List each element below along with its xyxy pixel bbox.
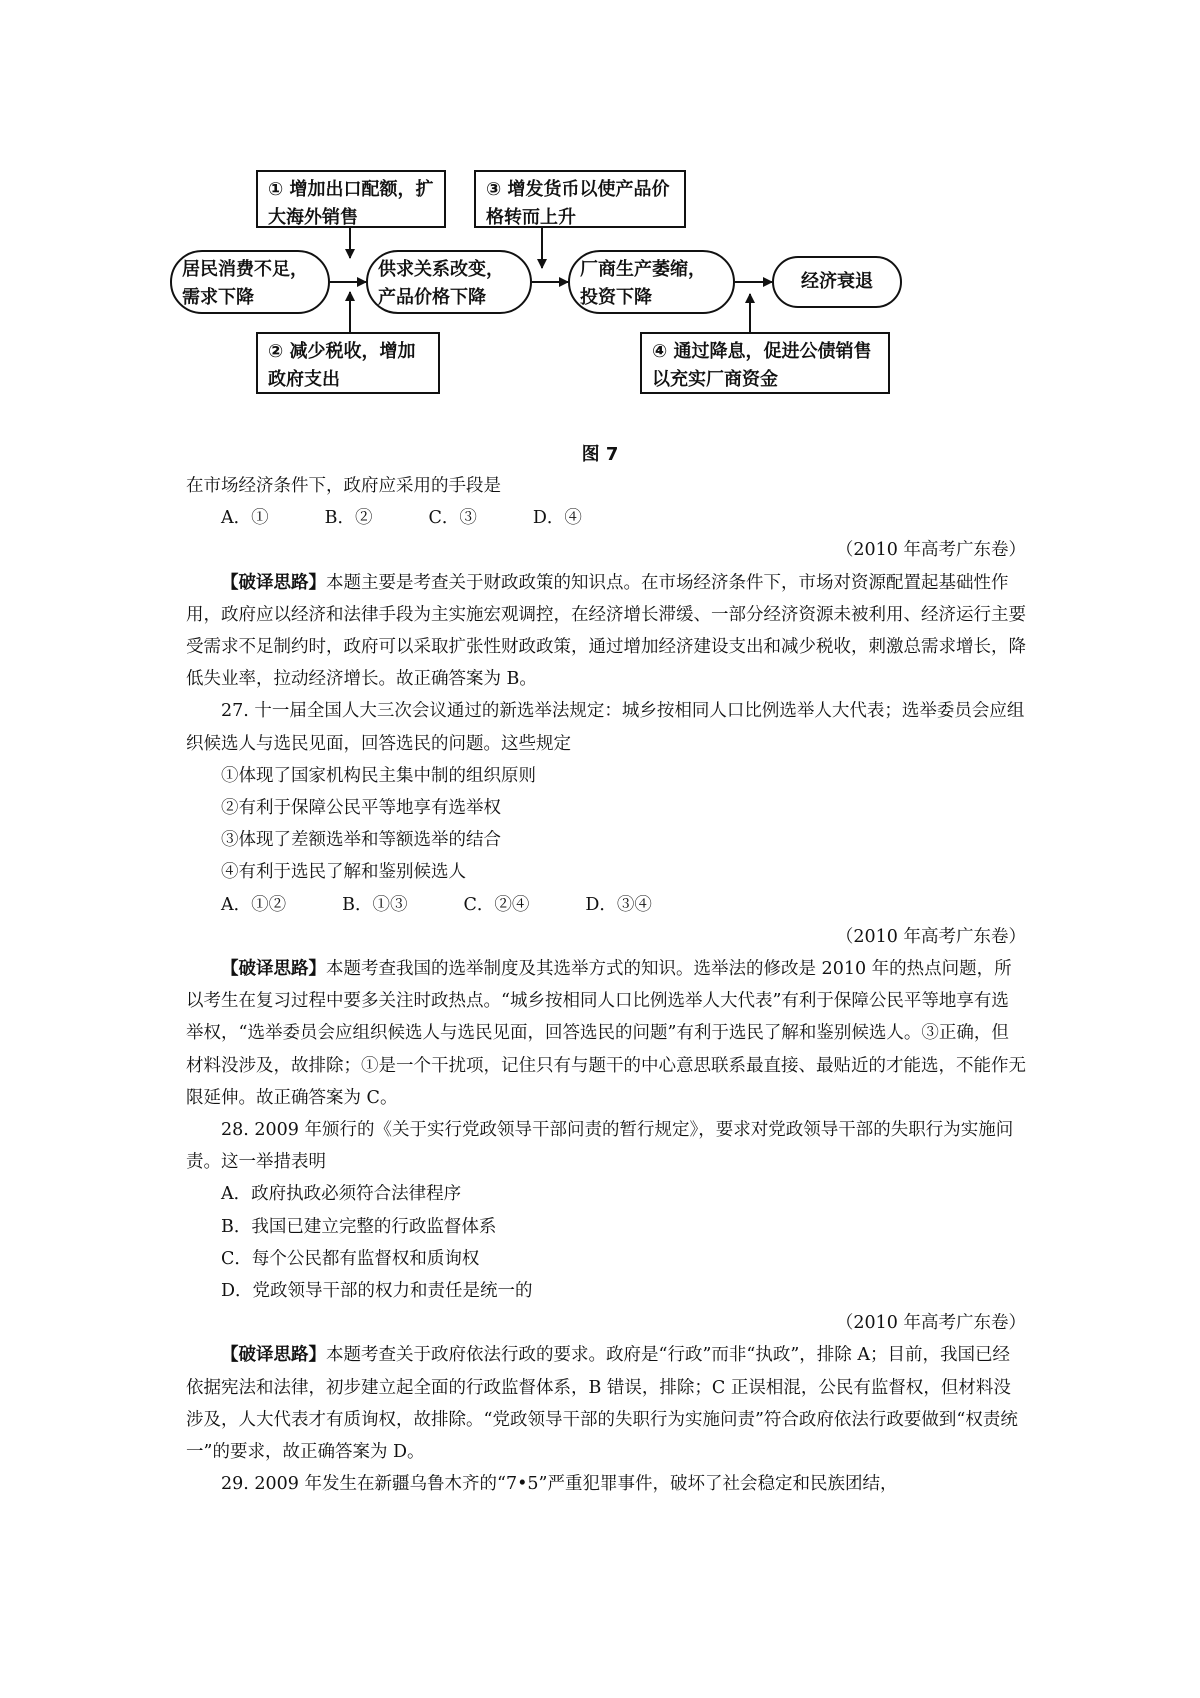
flow-node-2: 供求关系改变，产品价格下降: [366, 250, 532, 314]
q27-item: ①体现了国家机构民主集中制的组织原则: [221, 765, 536, 786]
q28-option-c: C．每个公民都有监督权和质询权: [221, 1248, 480, 1269]
economic-flow-diagram: [170, 170, 1010, 430]
flow-node-3: 厂商生产萎缩，投资下降: [568, 250, 735, 314]
q27-item: ④有利于选民了解和鉴别候选人: [221, 862, 466, 883]
q27-source: （2010 年高考广东卷）: [835, 926, 1026, 947]
analysis-body: 本题主要是考查关于财政政策的知识点。在市场经济条件下，市场对资源配置起基础性作用，政府应以经济和法律手段为主实施宏观调控，在经济增长滞缓、一部分经济资源未被利用、经济运行主要受需求不足制约时，政府可以采取扩张性财政政策，通过增加经济建设支出和减少税收，刺激总需求增长，降低失业率，拉动经济增长。故正确答案为 B。: [186, 572, 1026, 690]
q28-analysis: [186, 1339, 1026, 1468]
analysis-body: 本题考查我国的选举制度及其选举方式的知识。选举法的修改是 2010 年的热点问题，所以考生在复习过程中要多关注时政热点。“城乡按相同人口比例选举人大代表”有利于保障公民平等地享有选举权，“选举委员会应组织候选人与选民见面，回答选民的问题”有利于选民了解和鉴别候选人。③正确，但材料没涉及，故排除；①是一个干扰项，记住只有与题干的中心意思联系最直接、最贴近的才能选，不能作无限延伸。故正确答案为 C。: [186, 959, 1026, 1108]
q26-stem: 在市场经济条件下，政府应采用的手段是: [186, 476, 501, 496]
q27-stem: 27. 十一届全国人大三次会议通过的新选举法规定：城乡按相同人口比例选举人大代表；选举委员会应组织候选人与选民见面，回答选民的问题。这些规定: [186, 701, 1025, 754]
analysis-label: 【破译思路】: [221, 572, 326, 593]
q27-option-c: C．②④: [463, 894, 530, 915]
q27-option-a: A．①②: [221, 894, 287, 915]
q28-option-b: B．我国已建立完整的行政监督体系: [221, 1216, 497, 1237]
analysis-label: 【破译思路】: [221, 1345, 326, 1366]
analysis-body: 本题考查关于政府依法行政的要求。政府是“行政”而非“执政”，排除 A；目前，我国已经依据宪法和法律，初步建立起全面的行政监督体系，B 错误，排除；C 正误相混，公民有监督权，但材料没涉及，人大代表才有质询权，故排除。“党政领导干部的失职行为实施问责”符合政府依法行政要做到“权责统一”的要求，故正确答案为 D。: [186, 1345, 1018, 1463]
q28-option-d: D．党政领导干部的权力和责任是统一的: [221, 1281, 533, 1302]
q28-option-a: A．政府执政必须符合法律程序: [221, 1184, 462, 1205]
box-3: ③ 增发货币以使产品价格转而上升: [474, 170, 686, 228]
q26-source: （2010 年高考广东卷）: [835, 540, 1026, 561]
analysis-label: 【破译思路】: [221, 959, 326, 980]
flow-node-4: 经济衰退: [772, 256, 902, 308]
q26-option-c: C．③: [428, 508, 477, 529]
q26-option-b: B．②: [324, 508, 373, 529]
box-4: ④ 通过降息，促进公债销售以充实厂商资金: [640, 332, 890, 394]
q26-analysis: [186, 567, 1026, 696]
q27-item: ③体现了差额选举和等额选举的结合: [221, 830, 501, 851]
box-2: ② 减少税收，增加政府支出: [256, 332, 440, 394]
q27-options: [186, 889, 1026, 921]
q26-option-d: D．④: [532, 508, 582, 529]
q27-analysis: [186, 953, 1026, 1114]
q28-stem: 28. 2009 年颁行的《关于实行党政领导干部问责的暂行规定》，要求对党政领导干部的失职行为实施问责。这一举措表明: [186, 1120, 1014, 1173]
q28-source: （2010 年高考广东卷）: [835, 1313, 1026, 1334]
q27-option-b: B．①③: [342, 894, 408, 915]
q26-options: [186, 502, 1026, 534]
q29-stem: 29. 2009 年发生在新疆乌鲁木齐的“7•5”严重犯罪事件，破坏了社会稳定和民族团结，: [221, 1474, 898, 1495]
question-text: [186, 470, 1026, 1501]
q26-option-a: A．①: [221, 508, 269, 529]
box-1: ① 增加出口配额，扩大海外销售: [256, 170, 446, 228]
q27-option-d: D．③④: [585, 894, 652, 915]
q27-item: ②有利于保障公民平等地享有选举权: [221, 798, 501, 819]
flow-node-1: 居民消费不足，需求下降: [170, 250, 330, 314]
figure-caption: 图 7: [581, 444, 619, 465]
